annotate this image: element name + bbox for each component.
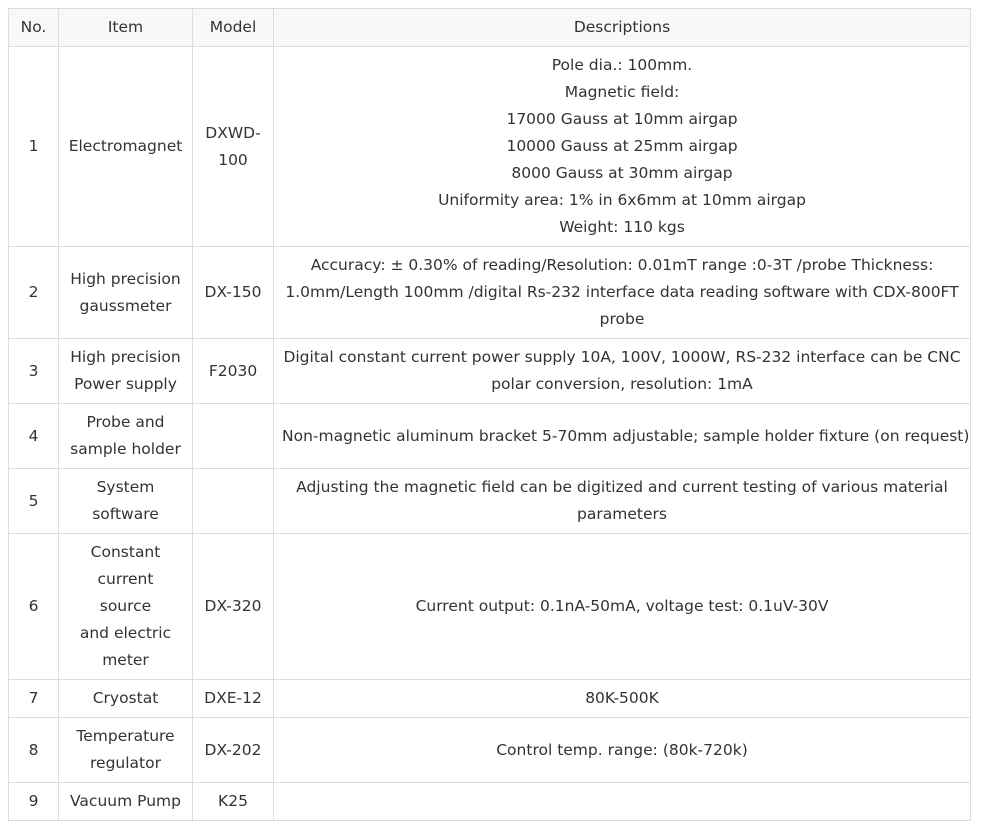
cell-model-line: 100	[218, 150, 248, 169]
cell-model-line: DXWD-	[205, 123, 261, 142]
cell-model-line: K25	[218, 792, 248, 810]
cell-item-line: gaussmeter	[79, 296, 172, 315]
header-descriptions: Descriptions	[274, 9, 971, 47]
table-row	[9, 680, 971, 718]
cell-model	[193, 783, 274, 821]
cell-item-line: Vacuum Pump	[70, 792, 181, 810]
cell-item-line: and electric	[79, 624, 172, 642]
cell-model	[193, 404, 274, 469]
cell-no: 9	[9, 783, 59, 821]
cell-item-line: meter	[102, 651, 149, 669]
header-model: Model	[193, 9, 274, 47]
cell-item-line: sample holder	[70, 440, 181, 458]
header-item: Item	[59, 9, 193, 47]
cell-model	[193, 47, 274, 247]
cell-description-line: Current output: 0.1nA-50mA, voltage test: 0.1uV-30V	[415, 597, 829, 615]
cell-no: 1	[9, 47, 59, 247]
cell-item-line: System	[96, 478, 155, 496]
cell-item	[59, 783, 193, 821]
cell-description-line: Control temp. range: (80k-720k)	[496, 740, 748, 759]
cell-description-line: parameters	[577, 505, 667, 523]
cell-description-line: 17000 Gauss at 10mm airgap	[506, 110, 738, 128]
cell-description-line: Weight: 110 kgs	[559, 218, 685, 236]
table-row	[9, 783, 971, 821]
cell-item-line: Probe and	[86, 413, 165, 431]
cell-model	[193, 718, 274, 783]
cell-item-line: Constant	[90, 543, 161, 561]
cell-description	[274, 47, 971, 247]
table-header-row	[9, 9, 971, 47]
cell-no: 2	[9, 247, 59, 339]
cell-description-line: Pole dia.: 100mm.	[551, 56, 693, 74]
table-row	[9, 534, 971, 680]
cell-item	[59, 339, 193, 404]
spec-table-container	[8, 8, 970, 821]
cell-model-line: DX-150	[204, 283, 262, 301]
cell-description	[274, 404, 971, 469]
cell-item	[59, 47, 193, 247]
cell-model-line: DX-202	[204, 740, 262, 759]
cell-no: 8	[9, 718, 59, 783]
table-row	[9, 339, 971, 404]
table-row	[9, 469, 971, 534]
cell-description	[274, 339, 971, 404]
cell-no: 7	[9, 680, 59, 718]
table-row	[9, 718, 971, 783]
cell-description	[274, 718, 971, 783]
cell-item-line: Cryostat	[92, 689, 159, 707]
cell-model-line: DXE-12	[204, 689, 262, 707]
cell-model	[193, 469, 274, 534]
cell-item	[59, 247, 193, 339]
cell-description-line: Digital constant current power supply 10A, 100V, 1000W, RS-232 interface can be CNC	[283, 348, 961, 366]
table-body	[9, 47, 971, 821]
cell-description-line: Magnetic field:	[564, 83, 680, 101]
cell-description	[274, 469, 971, 534]
cell-item-line: Power supply	[74, 375, 177, 393]
cell-description	[274, 783, 971, 821]
cell-model	[193, 339, 274, 404]
cell-model-line: DX-320	[204, 597, 262, 615]
cell-description-line: 1.0mm/Length 100mm /digital Rs-232 interface data reading software with CDX-800FT	[285, 283, 959, 301]
cell-item	[59, 718, 193, 783]
cell-description-line: probe	[599, 310, 645, 328]
cell-model	[193, 680, 274, 718]
cell-item-line: software	[92, 505, 159, 523]
cell-item	[59, 680, 193, 718]
cell-no: 4	[9, 404, 59, 469]
header-no: No.	[9, 9, 59, 47]
cell-description-line: Uniformity area: 1% in 6x6mm at 10mm airgap	[438, 191, 806, 209]
cell-description-line: 80K-500K	[585, 689, 659, 707]
cell-description-line: 8000 Gauss at 30mm airgap	[511, 164, 733, 182]
cell-item-line: source	[99, 597, 152, 615]
spec-table	[8, 8, 971, 821]
cell-description-line: 10000 Gauss at 25mm airgap	[506, 137, 738, 155]
cell-description	[274, 680, 971, 718]
cell-description-line: Accuracy: ± 0.30% of reading/Resolution: 0.01mT range :0-3T /probe Thickness:	[310, 256, 934, 274]
cell-item-line: High precision	[70, 269, 181, 288]
cell-item-line: Electromagnet	[68, 137, 183, 155]
cell-item	[59, 469, 193, 534]
cell-no: 3	[9, 339, 59, 404]
cell-item-line: current	[97, 570, 154, 588]
cell-model	[193, 534, 274, 680]
cell-description-line: polar conversion, resolution: 1mA	[491, 375, 753, 393]
cell-model-line: F2030	[208, 361, 258, 380]
cell-model	[193, 247, 274, 339]
table-row	[9, 247, 971, 339]
cell-description-line: Non-magnetic aluminum bracket 5-70mm adjustable; sample holder fixture (on request)	[282, 426, 970, 445]
cell-item-line: regulator	[90, 754, 161, 772]
cell-description	[274, 247, 971, 339]
cell-no: 6	[9, 534, 59, 680]
cell-item	[59, 404, 193, 469]
cell-description-line: Adjusting the magnetic field can be digitized and current testing of various material	[296, 478, 948, 496]
cell-item-line: High precision	[70, 348, 181, 366]
cell-item-line: Temperature	[76, 727, 175, 745]
cell-item	[59, 534, 193, 680]
cell-description	[274, 534, 971, 680]
table-row	[9, 47, 971, 247]
table-row	[9, 404, 971, 469]
cell-no: 5	[9, 469, 59, 534]
